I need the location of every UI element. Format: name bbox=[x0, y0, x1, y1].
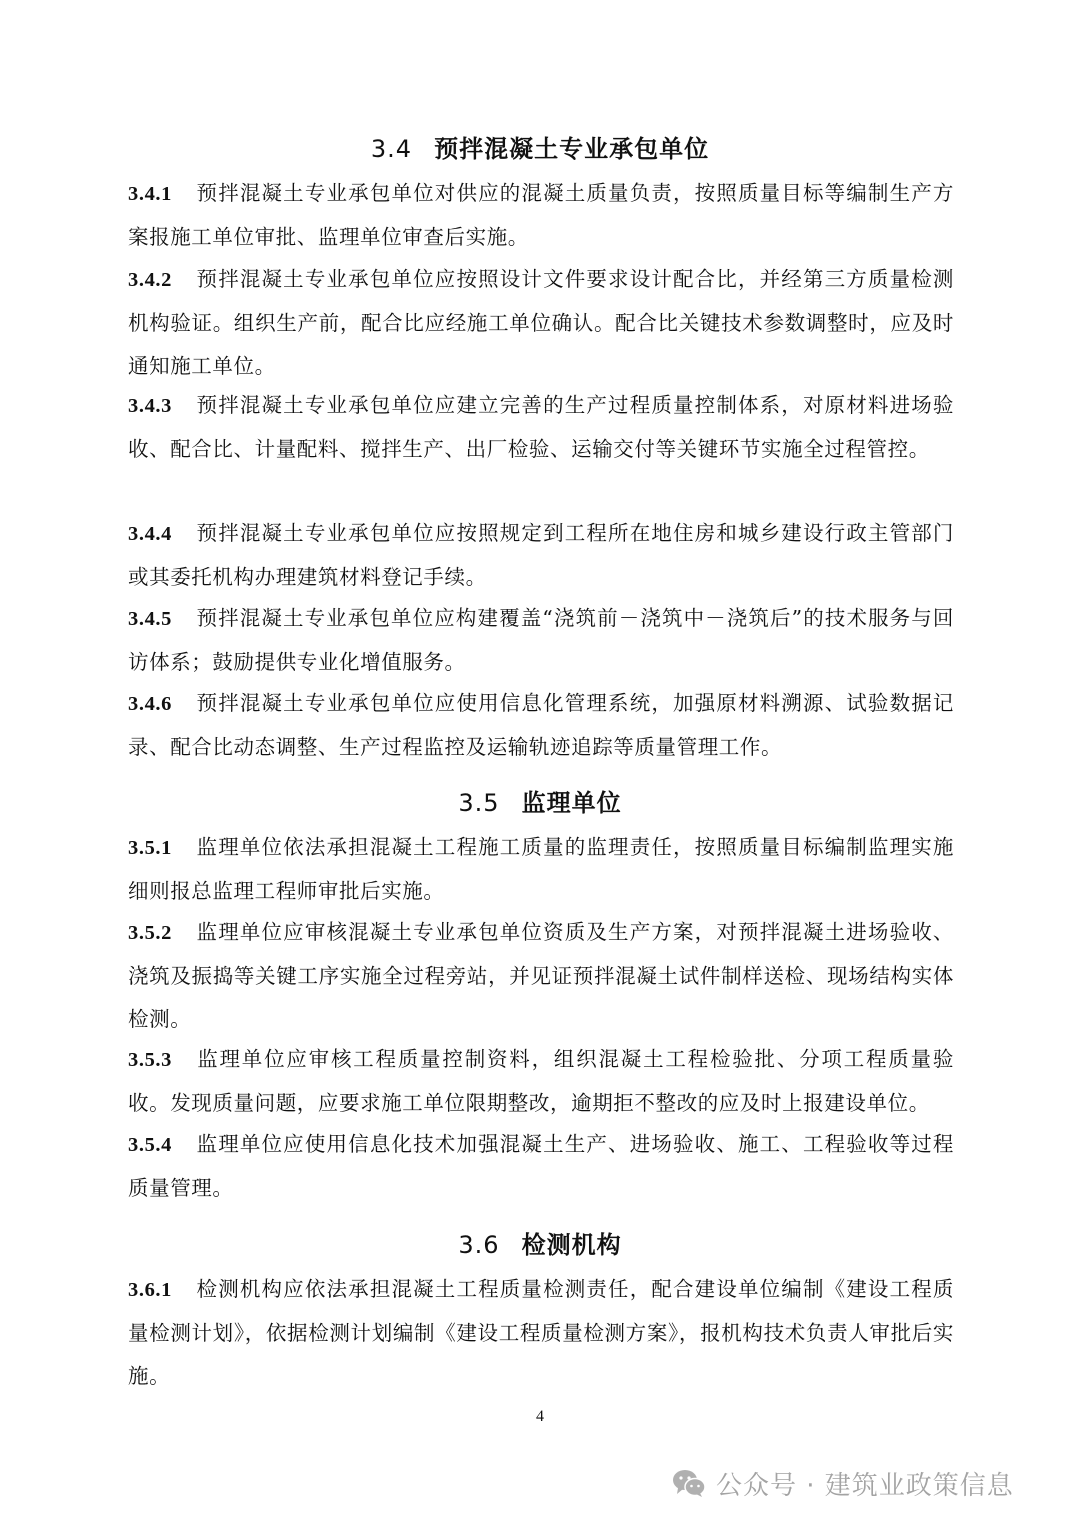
clause-number: 3.4.2 bbox=[128, 269, 172, 291]
clause-paragraph bbox=[128, 1123, 954, 1210]
clause-number: 3.4.6 bbox=[128, 693, 172, 715]
section-heading bbox=[0, 129, 1080, 164]
clause-paragraph bbox=[128, 597, 954, 684]
watermark-label: 公众号 · 建筑业政策信息 bbox=[716, 1470, 1014, 1501]
clause-paragraph bbox=[128, 1038, 954, 1125]
clause-text: 监理单位应审核混凝土专业承包单位资质及生产方案，对预拌混凝土进场验收、浇筑及振捣等关键工序实施全过程旁站，并见证预拌混凝土试件制样送检、现场结构实体检测。 bbox=[128, 920, 954, 1031]
clause-number: 3.5.2 bbox=[128, 922, 172, 944]
clause-text: 监理单位应审核工程质量控制资料，组织混凝土工程检验批、分项工程质量验收。发现质量问题，应要求施工单位限期整改，逾期拒不整改的应及时上报建设单位。 bbox=[128, 1047, 954, 1115]
clause-paragraph bbox=[128, 911, 954, 1041]
clause-text: 检测机构应依法承担混凝土工程质量检测责任，配合建设单位编制《建设工程质量检测计划》，依据检测计划编制《建设工程质量检测方案》，报机构技术负责人审批后实施。 bbox=[128, 1277, 954, 1388]
clause-paragraph bbox=[128, 258, 954, 388]
clause-text: 预拌混凝土专业承包单位应构建覆盖“浇筑前－浇筑中－浇筑后”的技术服务与回访体系；鼓励提供专业化增值服务。 bbox=[128, 606, 954, 674]
clause-number: 3.4.1 bbox=[128, 183, 172, 205]
section-number: 3.4 bbox=[370, 135, 413, 163]
clause-paragraph bbox=[128, 1268, 954, 1398]
section-title: 检测机构 bbox=[521, 1231, 622, 1259]
section-number: 3.6 bbox=[458, 1231, 500, 1259]
clause-number: 3.5.3 bbox=[128, 1049, 172, 1071]
clause-paragraph bbox=[128, 826, 954, 913]
section-heading bbox=[0, 783, 1080, 818]
page-number: 4 bbox=[536, 1408, 544, 1425]
clause-text: 预拌混凝土专业承包单位对供应的混凝土质量负责，按照质量目标等编制生产方案报施工单位审批、监理单位审查后实施。 bbox=[128, 181, 954, 249]
clause-text: 预拌混凝土专业承包单位应按照设计文件要求设计配合比，并经第三方质量检测机构验证。组织生产前，配合比应经施工单位确认。配合比关键技术参数调整时，应及时通知施工单位。 bbox=[128, 267, 954, 378]
clause-number: 3.5.4 bbox=[128, 1134, 172, 1156]
clause-number: 3.4.3 bbox=[128, 395, 172, 417]
clause-paragraph bbox=[128, 172, 954, 259]
clause-number: 3.4.5 bbox=[128, 608, 172, 630]
clause-number: 3.6.1 bbox=[128, 1279, 172, 1301]
clause-text: 预拌混凝土专业承包单位应使用信息化管理系统，加强原材料溯源、试验数据记录、配合比动态调整、生产过程监控及运输轨迹追踪等质量管理工作。 bbox=[128, 691, 954, 759]
clause-number: 3.4.4 bbox=[128, 523, 172, 545]
section-title: 预拌混凝土专业承包单位 bbox=[434, 135, 710, 163]
section-title: 监理单位 bbox=[521, 789, 622, 817]
clause-text: 监理单位依法承担混凝土工程施工质量的监理责任，按照质量目标编制监理实施细则报总监理工程师审批后实施。 bbox=[128, 835, 954, 903]
watermark bbox=[672, 1461, 1014, 1505]
section-number: 3.5 bbox=[458, 789, 500, 817]
clause-paragraph bbox=[128, 384, 954, 471]
clause-paragraph bbox=[128, 682, 954, 769]
clause-text: 预拌混凝土专业承包单位应建立完善的生产过程质量控制体系，对原材料进场验收、配合比、计量配料、搅拌生产、出厂检验、运输交付等关键环节实施全过程管控。 bbox=[128, 393, 954, 461]
clause-paragraph bbox=[128, 512, 954, 599]
section-heading bbox=[0, 1225, 1080, 1260]
wechat-icon bbox=[672, 1468, 706, 1498]
clause-text: 预拌混凝土专业承包单位应按照规定到工程所在地住房和城乡建设行政主管部门或其委托机构办理建筑材料登记手续。 bbox=[128, 521, 954, 589]
clause-text: 监理单位应使用信息化技术加强混凝土生产、进场验收、施工、工程验收等过程质量管理。 bbox=[128, 1132, 954, 1200]
clause-number: 3.5.1 bbox=[128, 837, 172, 859]
